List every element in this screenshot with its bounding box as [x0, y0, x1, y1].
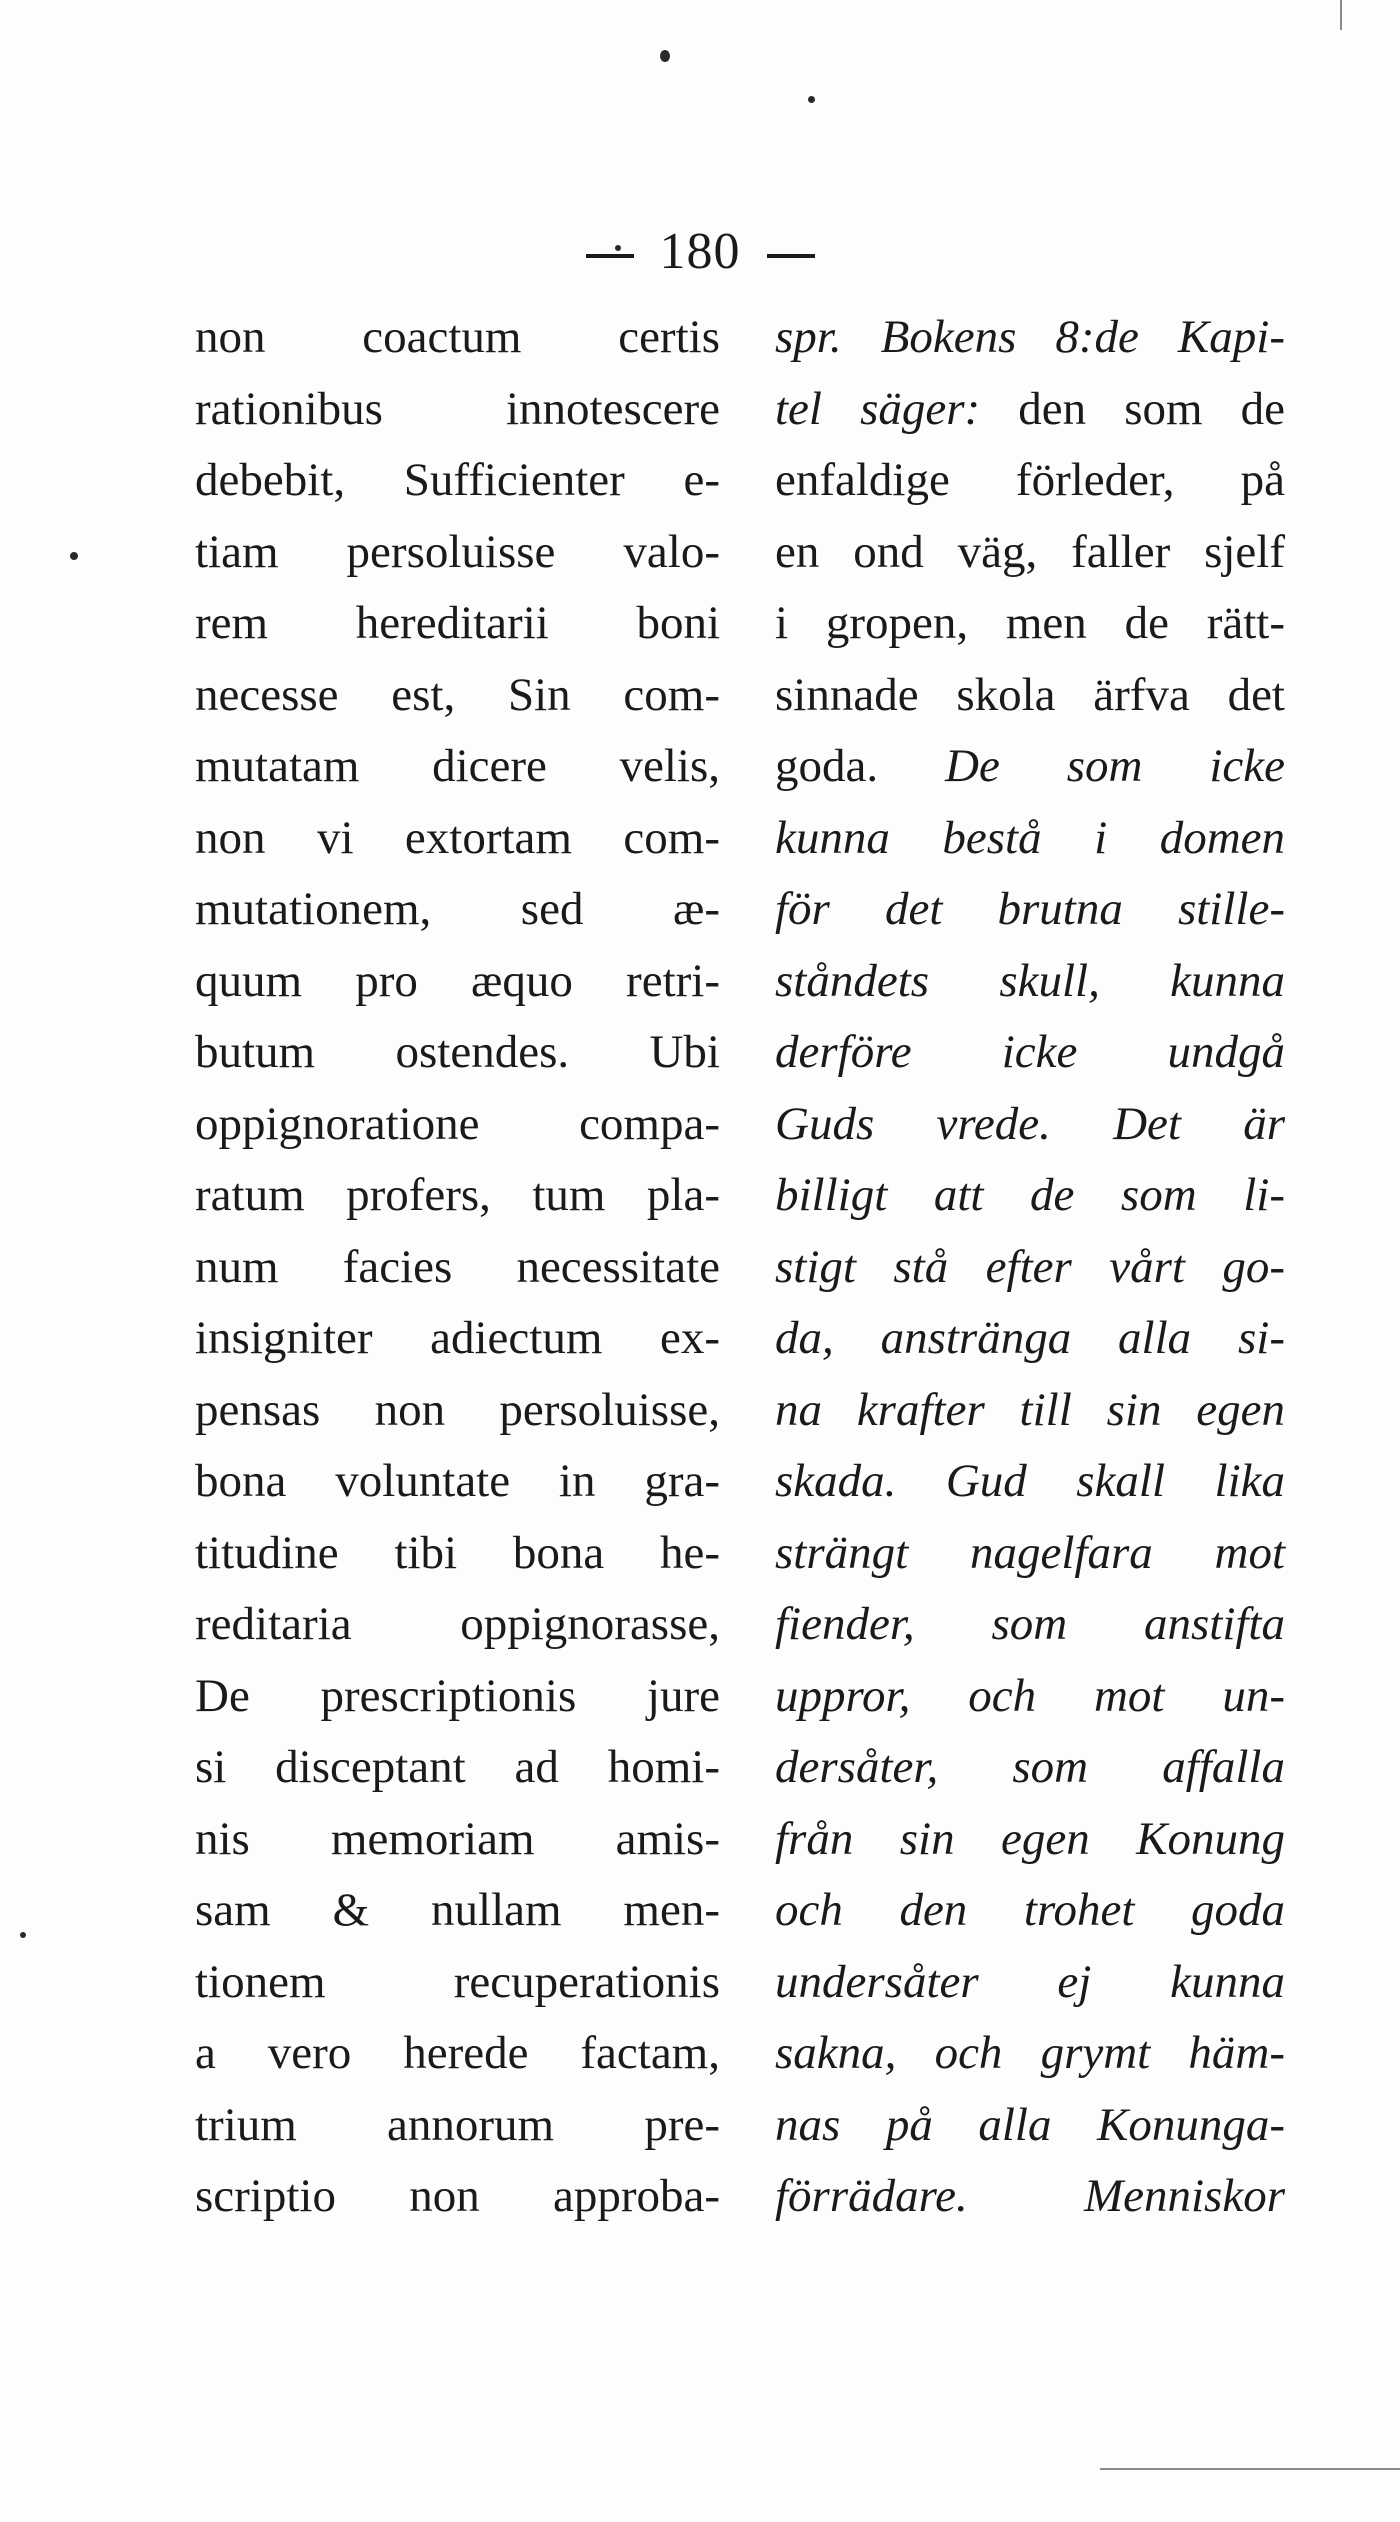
text-line: och den trohet goda: [775, 1884, 1285, 1936]
text-line: nas på alla Konunga-: [775, 2098, 1285, 2151]
page-number: 180: [659, 223, 741, 280]
text-line: sinnade skola ärfva det: [775, 668, 1285, 721]
text-line: reditaria oppignorasse,: [195, 1598, 720, 1650]
text-line: a vero herede factam,: [195, 2027, 720, 2079]
text-fragment-italic: tel säger:: [775, 382, 981, 435]
text-line: en ond väg, faller sjelf: [775, 525, 1285, 578]
text-line: kunna bestå i domen: [775, 811, 1285, 864]
text-line: tiam persoluisse valo-: [195, 525, 720, 578]
text-line: tionem recuperationis: [195, 1955, 720, 2008]
text-line: undersåter ej kunna: [775, 1955, 1285, 2008]
text-line: bona voluntate in gra-: [195, 1455, 720, 1507]
text-line: derföre icke undgå: [775, 1026, 1285, 1078]
text-line: sam & nullam men-: [195, 1884, 720, 1936]
text-line: rationibus innotescere: [195, 382, 720, 435]
text-fragment-italic: De som icke: [945, 740, 1285, 792]
text-line: trium annorum pre-: [195, 2098, 720, 2151]
text-line: från sin egen Konung: [775, 1812, 1285, 1865]
text-line: ratum profers, tum pla-: [195, 1169, 720, 1221]
text-line: insigniter adiectum ex-: [195, 1312, 720, 1364]
ink-speck: [660, 50, 670, 62]
left-column-latin-text: [195, 302, 720, 2233]
text-fragment-roman: den som de: [1018, 382, 1285, 435]
text-line: nis memoriam amis-: [195, 1812, 720, 1865]
text-line: pensas non persoluisse,: [195, 1383, 720, 1436]
text-line: billigt att de som li-: [775, 1169, 1285, 1221]
ink-speck: [70, 552, 78, 560]
page-edge-mark: [1340, 0, 1342, 30]
text-line: skada. Gud skall lika: [775, 1455, 1285, 1507]
text-line: strängt nagelfara mot: [775, 1526, 1285, 1579]
text-line: da, anstränga alla si-: [775, 1312, 1285, 1364]
text-line: debebit, Sufficienter e-: [195, 454, 720, 506]
text-line: uppror, och mot un-: [775, 1669, 1285, 1722]
header-dash-left: [586, 254, 634, 258]
text-line: ståndets skull, kunna: [775, 954, 1285, 1007]
text-line: na krafter till sin egen: [775, 1383, 1285, 1436]
text-line: titudine tibi bona he-: [195, 1526, 720, 1579]
text-line-mixed: [775, 731, 1285, 803]
text-fragment-roman: goda.: [775, 740, 879, 792]
text-line: De prescriptionis jure: [195, 1669, 720, 1722]
text-line: i gropen, men de rätt-: [775, 597, 1285, 649]
text-line: necesse est, Sin com-: [195, 668, 720, 721]
text-line: mutationem, sed æ-: [195, 883, 720, 935]
text-line: num facies necessitate: [195, 1240, 720, 1293]
text-line: si disceptant ad homi-: [195, 1741, 720, 1793]
text-line: stigt stå efter vårt go-: [775, 1240, 1285, 1293]
text-line: för det brutna stille-: [775, 883, 1285, 935]
text-line: Guds vrede. Det är: [775, 1097, 1285, 1150]
text-line: enfaldige förleder, på: [775, 454, 1285, 506]
text-line: sakna, och grymt häm-: [775, 2027, 1285, 2079]
text-line-mixed: [775, 374, 1285, 446]
text-line: mutatam dicere velis,: [195, 740, 720, 792]
text-line: förrädare. Menniskor: [775, 2170, 1285, 2222]
text-line: scriptio non approba-: [195, 2170, 720, 2222]
text-line: spr. Bokens 8:de Kapi-: [775, 311, 1285, 363]
text-line: rem hereditarii boni: [195, 597, 720, 649]
text-line: oppignoratione compa-: [195, 1097, 720, 1150]
text-line: dersåter, som affalla: [775, 1741, 1285, 1793]
page-edge-mark: [1100, 2468, 1400, 2470]
ink-speck: [808, 96, 815, 103]
page-header: [0, 222, 1400, 281]
text-line: butum ostendes. Ubi: [195, 1026, 720, 1078]
ink-speck: [20, 1932, 26, 1938]
header-dash-right: [767, 254, 815, 258]
text-line: quum pro æquo retri-: [195, 954, 720, 1007]
text-line: non coactum certis: [195, 311, 720, 363]
text-line: non vi extortam com-: [195, 811, 720, 864]
text-line: fiender, som anstifta: [775, 1598, 1285, 1650]
right-column-swedish-text: [775, 302, 1285, 2233]
